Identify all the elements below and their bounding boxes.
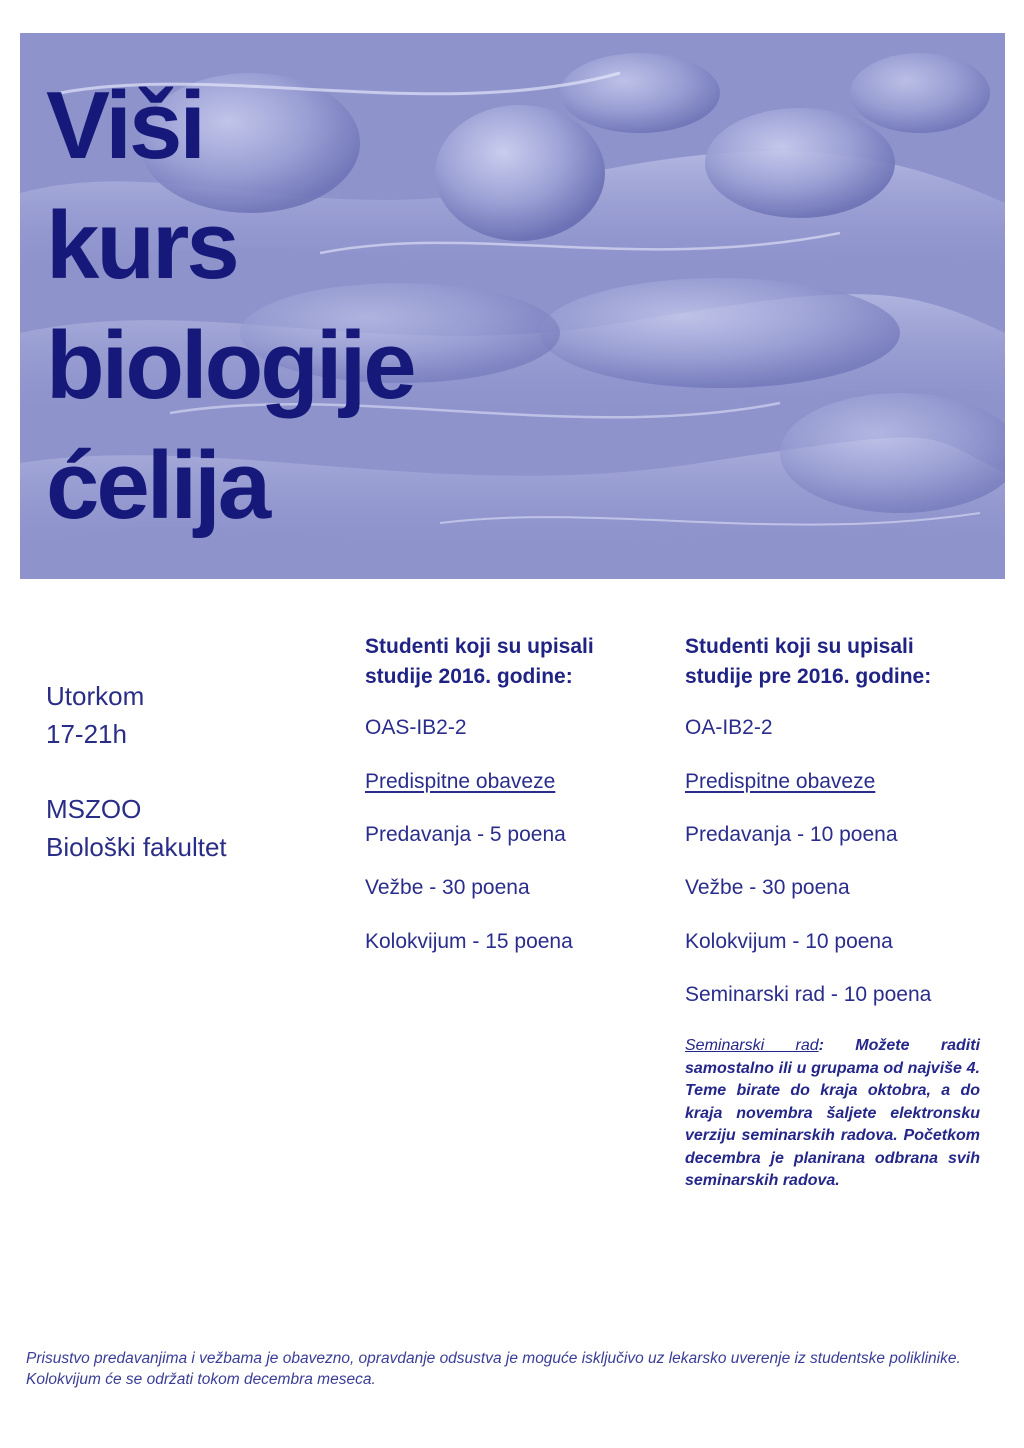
schedule-block <box>46 677 144 753</box>
title-line: kurs <box>46 192 237 299</box>
seminar-points: Seminarski rad - 10 poena <box>685 983 932 1006</box>
location-venue: MSZOO <box>46 794 142 824</box>
column-heading <box>685 632 985 692</box>
poster-title <box>46 66 414 546</box>
obligations-label: Predispitne obaveze <box>365 770 556 793</box>
location-faculty: Biološki fakultet <box>46 832 227 862</box>
title-line: biologije <box>46 312 414 419</box>
obligations-label: Predispitne obaveze <box>685 770 876 793</box>
seminar-note <box>685 1035 980 1193</box>
title-line: Viši <box>46 72 204 179</box>
column-pre-2016 <box>685 632 985 692</box>
lectures-points: Predavanja - 5 poena <box>365 823 566 846</box>
schedule-day: Utorkom <box>46 681 145 711</box>
course-code: OAS-IB2-2 <box>365 716 467 739</box>
lectures-points: Predavanja - 10 poena <box>685 823 898 846</box>
schedule-time: 17-21h <box>46 719 127 749</box>
column-heading-line: Studenti koji su upisali <box>365 635 594 658</box>
exercises-points: Vežbe - 30 poena <box>365 876 530 899</box>
seminar-note-lead: Seminarski rad <box>685 1037 819 1054</box>
column-heading-line: studije pre 2016. godine: <box>685 665 932 688</box>
column-heading <box>365 632 665 692</box>
colloquium-points: Kolokvijum - 15 poena <box>365 930 573 953</box>
attendance-footer: Prisustvo predavanjima i vežbama je obavezno, opravdanje odsustva je moguće isključivo uz lekarsko uverenje iz studentske poliklinike. Kolokvijum će se održati tokom decembra meseca. <box>26 1350 961 1388</box>
title-line: ćelija <box>46 432 269 539</box>
column-heading-line: Studenti koji su upisali <box>685 635 914 658</box>
column-2016 <box>365 632 665 692</box>
column-heading-line: studije 2016. godine: <box>365 665 573 688</box>
location-block <box>46 790 227 866</box>
exercises-points: Vežbe - 30 poena <box>685 876 850 899</box>
colloquium-points: Kolokvijum - 10 poena <box>685 930 893 953</box>
seminar-note-text: : Možete raditi samostalno ili u grupama od najviše 4. Teme birate do kraja oktobra, a do kraja novembra šaljete elektronsku verziju seminarskih radova. Početkom decembra je planirana odbrana svih seminarskih radova. <box>685 1037 981 1189</box>
course-code: OA-IB2-2 <box>685 716 773 739</box>
